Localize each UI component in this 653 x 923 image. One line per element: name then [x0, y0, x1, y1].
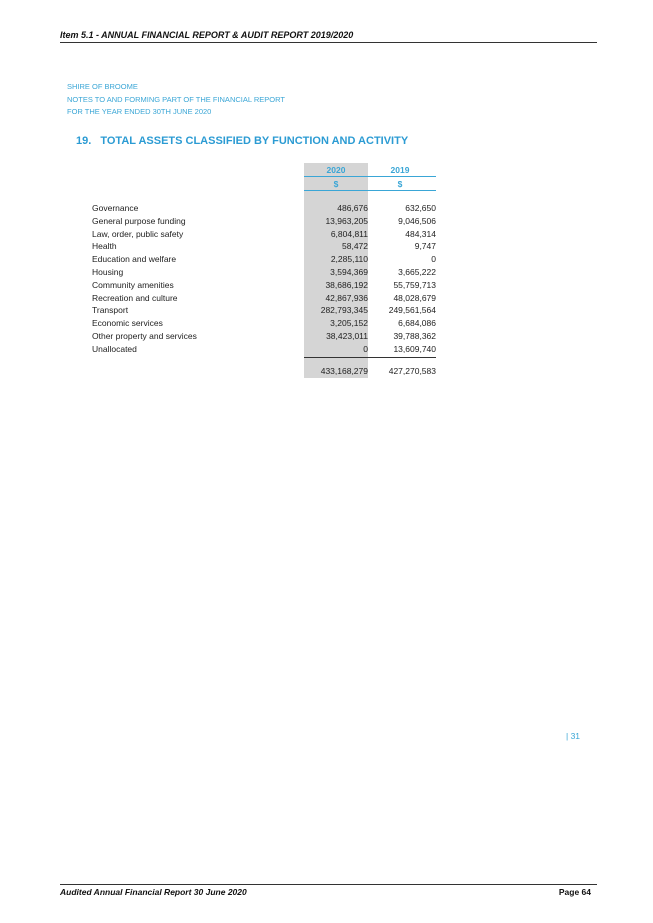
value-2020: 3,205,152 — [330, 318, 368, 329]
value-2020: 42,867,936 — [325, 292, 368, 303]
value-2019: 632,650 — [405, 203, 436, 213]
table-row — [92, 240, 436, 253]
value-2019: 249,561,564 — [388, 305, 436, 316]
row-label: Housing — [92, 266, 124, 277]
value-2020: 486,676 — [337, 203, 368, 213]
table-row — [92, 279, 436, 292]
value-2019: 3,665,222 — [398, 266, 436, 277]
footer-title: Audited Annual Financial Report 30 June 2020 — [60, 887, 247, 897]
row-label: Economic services — [92, 318, 163, 329]
header-title: Item 5.1 - ANNUAL FINANCIAL REPORT & AUDIT REPORT 2019/2020 — [60, 30, 354, 40]
value-2020: 282,793,345 — [320, 305, 368, 316]
row-label: Education and welfare — [92, 254, 177, 265]
header-divider — [304, 176, 436, 177]
page-number: Page 64 — [558, 887, 591, 897]
value-2020: 38,686,192 — [325, 279, 368, 290]
value-2019: 48,028,679 — [393, 292, 436, 303]
table-row — [92, 292, 436, 305]
row-label: Recreation and culture — [92, 292, 178, 303]
section-title: TOTAL ASSETS CLASSIFIED BY FUNCTION AND ACTIVITY — [100, 135, 409, 147]
page-footer — [60, 884, 597, 897]
value-2019: 6,684,086 — [398, 318, 436, 329]
org-name: SHIRE OF BROOME — [67, 82, 138, 91]
table-row — [92, 215, 436, 228]
value-2020: 6,804,811 — [330, 228, 368, 239]
table-row — [92, 253, 436, 266]
table-row — [92, 317, 436, 330]
row-label: Governance — [92, 203, 139, 213]
value-2019: 484,314 — [405, 228, 436, 239]
total-divider — [304, 357, 436, 358]
value-2019: 39,788,362 — [393, 330, 436, 341]
total-2020: 433,168,279 — [320, 366, 368, 376]
row-label: Transport — [92, 305, 129, 316]
unit-2020: $ — [333, 179, 339, 189]
value-2020: 0 — [363, 343, 368, 354]
table-row — [92, 330, 436, 343]
column-header-2020: 2020 — [326, 165, 346, 175]
value-2019: 9,747 — [414, 241, 436, 252]
row-label: Other property and services — [92, 330, 197, 341]
value-2020: 2,285,110 — [330, 254, 368, 265]
value-2019: 55,759,713 — [393, 279, 436, 290]
value-2020: 38,423,011 — [326, 330, 368, 341]
section-heading — [76, 135, 408, 147]
organisation-block — [67, 81, 285, 119]
table-row — [92, 228, 436, 241]
total-2019: 427,270,583 — [388, 366, 436, 376]
report-period: FOR THE YEAR ENDED 30TH JUNE 2020 — [67, 107, 212, 116]
row-label: Health — [92, 241, 117, 252]
table-row — [92, 266, 436, 279]
row-label: Unallocated — [92, 343, 137, 354]
table-row — [92, 343, 436, 356]
unit-2019: $ — [397, 179, 403, 189]
value-2020: 3,594,369 — [330, 266, 368, 277]
value-2020: 58,472 — [342, 241, 368, 252]
row-label: General purpose funding — [92, 215, 186, 226]
value-2020: 13,963,205 — [325, 215, 368, 226]
report-subtitle: NOTES TO AND FORMING PART OF THE FINANCIAL REPORT — [67, 94, 285, 104]
value-2019: 9,046,506 — [398, 215, 436, 226]
unit-divider — [304, 190, 436, 191]
assets-table — [92, 202, 436, 356]
page-header — [60, 30, 597, 43]
column-header-2019: 2019 — [390, 165, 410, 175]
row-label: Community amenities — [92, 279, 174, 290]
table-row — [92, 202, 436, 215]
value-2019: 13,609,740 — [393, 343, 436, 354]
section-number: 19. — [76, 135, 92, 147]
row-label: Law, order, public safety — [92, 228, 184, 239]
page-marker: | 31 — [566, 731, 581, 741]
table-row — [92, 304, 436, 317]
value-2019: 0 — [431, 254, 436, 265]
